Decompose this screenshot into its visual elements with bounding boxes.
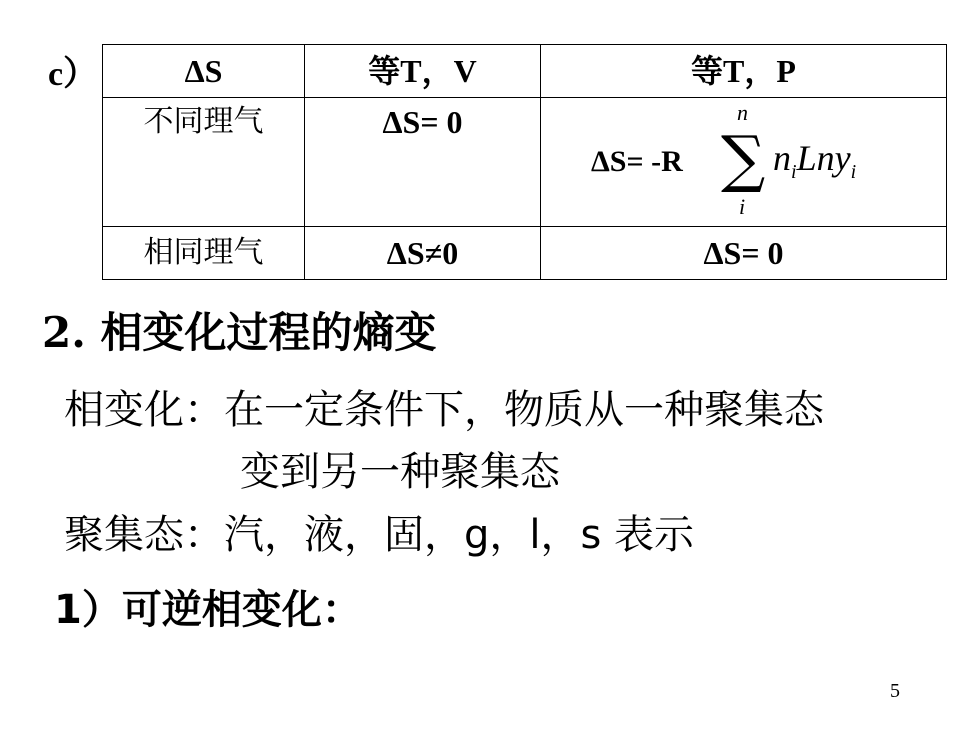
subsection-title: 1）可逆相变化： [54, 587, 362, 633]
summation-icon: ∑ [721, 122, 766, 195]
term-lny: Lny [796, 138, 851, 178]
cell-tv-different: ΔS= 0 [305, 98, 541, 227]
table-row [103, 98, 947, 227]
definition-line-2: 变到另一种聚集态 [240, 449, 560, 495]
table-row [103, 227, 947, 280]
cell-tv-same: ΔS≠0 [305, 227, 541, 280]
header-delta-s: ΔS [103, 45, 305, 98]
term-sub-2: i [850, 161, 857, 184]
term-n: n [773, 138, 791, 178]
row-label-different-ideal-gas: 不同理气 [103, 98, 305, 227]
page-number: 5 [890, 680, 900, 702]
sum-upper-limit: n [737, 100, 748, 125]
header-const-tp: 等T，P [541, 45, 947, 98]
definition-line-1: 相变化：在一定条件下，物质从一种聚集态 [64, 387, 824, 433]
mixing-entropy-formula [541, 98, 946, 226]
table-header-row [103, 45, 947, 98]
header-const-tv: 等T，V [305, 45, 541, 98]
formula-term [773, 134, 856, 196]
item-label: c） [48, 56, 98, 93]
term-sub-1: i [791, 161, 797, 184]
section-title: 2. 相变化过程的熵变 [42, 308, 437, 357]
entropy-table [102, 44, 947, 280]
cell-tp-different [541, 98, 947, 227]
states-line: 聚集态：汽，液，固，g，l，s 表示 [64, 512, 695, 558]
sum-lower-index: i [739, 194, 746, 219]
formula-prefix: ΔS= -R [591, 145, 683, 178]
row-label-same-ideal-gas: 相同理气 [103, 227, 305, 280]
cell-tp-same: ΔS= 0 [541, 227, 947, 280]
